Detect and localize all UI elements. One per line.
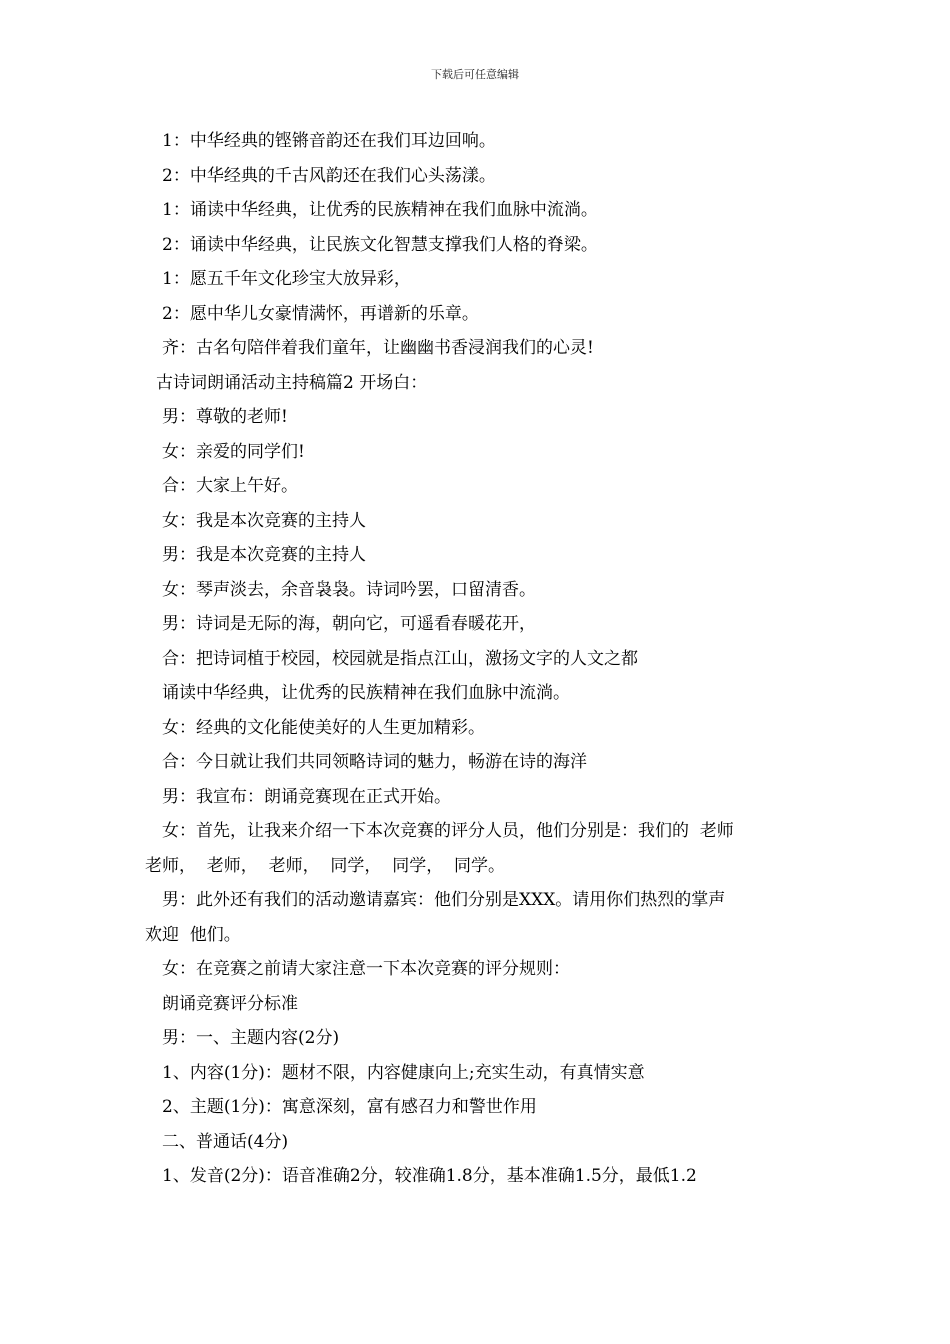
text-line: 1、发音(2分)：语音准确2分，较准确1.8分，基本准确1.5分，最低1.2 — [162, 1166, 697, 1186]
text-line: 诵读中华经典，让优秀的民族精神在我们血脉中流淌。 — [162, 683, 570, 703]
text-line: 男：一、主题内容(2分) — [162, 1028, 340, 1048]
header-note: 下载后可任意编辑 — [431, 68, 519, 81]
text-line: 2、主题(1分)：寓意深刻，富有感召力和警世作用 — [162, 1097, 537, 1117]
text-line: 合：大家上午好。 — [162, 476, 298, 496]
text-line: 1：诵读中华经典，让优秀的民族精神在我们血脉中流淌。 — [162, 200, 598, 220]
document-body — [145, 124, 815, 1194]
text-line: 2：诵读中华经典，让民族文化智慧支撑我们人格的脊梁。 — [162, 234, 598, 255]
text-line: 1、内容(1分)：题材不限，内容健康向上;充实生动，有真情实意 — [162, 1062, 645, 1083]
text-line: 齐：古名句陪伴着我们童年，让幽幽书香浸润我们的心灵! — [162, 338, 594, 358]
text-line: 1：愿五千年文化珍宝大放异彩， — [162, 269, 411, 289]
text-line-continuation: 老师， 老师， 老师， 同学， 同学， 同学。 — [145, 855, 506, 876]
text-line-continuation: 欢迎 他们。 — [145, 924, 241, 945]
section-heading: 古诗词朗诵活动主持稿篇2 开场白： — [156, 372, 428, 393]
text-line: 女：经典的文化能使美好的人生更加精彩。 — [162, 717, 485, 738]
text-line: 1：中华经典的铿锵音韵还在我们耳边回响。 — [162, 131, 496, 151]
text-line: 朗诵竞赛评分标准 — [162, 993, 298, 1014]
text-line: 女：首先，让我来介绍一下本次竞赛的评分人员，他们分别是：我们的 老师 — [162, 821, 734, 841]
text-line: 二、普通话(4分) — [162, 1131, 289, 1152]
text-line: 女：琴声淡去，余音袅袅。诗词吟罢，口留清香。 — [162, 579, 536, 600]
text-line: 2：中华经典的千古风韵还在我们心头荡漾。 — [162, 165, 496, 186]
text-line: 2：愿中华儿女豪情满怀，再谱新的乐章。 — [162, 303, 479, 324]
text-line: 男：此外还有我们的活动邀请嘉宾：他们分别是XXX。请用你们热烈的掌声 — [162, 890, 726, 910]
text-line: 女：我是本次竞赛的主持人 — [162, 510, 366, 531]
text-line: 男：我宣布：朗诵竞赛现在正式开始。 — [162, 786, 451, 807]
text-line: 男：我是本次竞赛的主持人 — [162, 545, 366, 565]
text-line: 男：尊敬的老师! — [162, 407, 288, 427]
text-line: 女：在竞赛之前请大家注意一下本次竞赛的评分规则： — [162, 959, 570, 979]
text-line: 男：诗词是无际的海，朝向它，可遥看春暖花开， — [162, 614, 536, 634]
text-line: 女：亲爱的同学们! — [162, 441, 305, 462]
text-line: 合：今日就让我们共同领略诗词的魅力，畅游在诗的海洋 — [162, 752, 587, 772]
text-line: 合：把诗词植于校园，校园就是指点江山，激扬文字的人文之都 — [162, 648, 638, 669]
